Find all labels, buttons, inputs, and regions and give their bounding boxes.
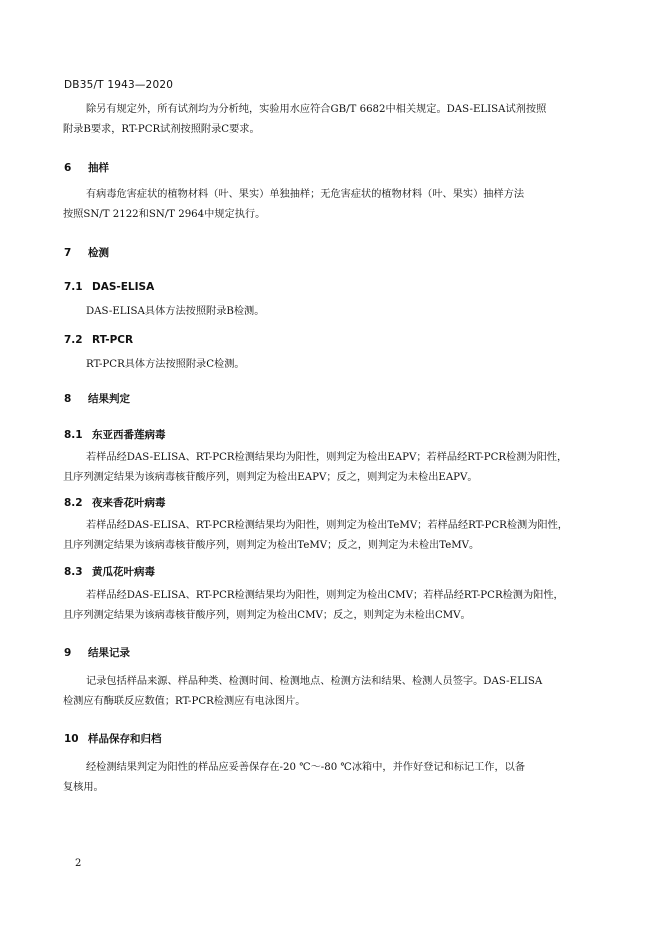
section-title: 东亚西番莲病毒 [92,429,166,441]
section-number: 9 [64,647,72,659]
temv-paragraph: 若样品经DAS-ELISA、RT-PCR检测结果均为阳性，则判定为检出TeMV；若样品经RT-PCR检测为阳性， 且序列测定结果为该病毒核苷酸序列，则判定为检出TeMV；反之，则判定为未检出TeMV。 [63,520,568,551]
section-number: 10 [64,733,79,745]
section-number: 7.2 [64,334,83,346]
section-number: 8.1 [64,429,83,441]
section-7-heading [64,245,109,260]
section-8-3-heading [64,564,155,579]
section-title: 结果判定 [88,393,130,405]
section-title: 样品保存和归档 [88,733,162,745]
storage-paragraph: 经检测结果判定为阳性的样品应妥善保存在-20 ℃～-80 ℃冰箱中，并作好登记和标记工作，以备 复核用。 [63,762,526,793]
section-8-2-heading [64,495,166,510]
section-10-heading [64,731,162,746]
section-8-heading [64,391,130,406]
eapv-paragraph: 若样品经DAS-ELISA、RT-PCR检测结果均为阳性，则判定为检出EAPV；若样品经RT-PCR检测为阳性， 且序列测定结果为该病毒核苷酸序列，则判定为检出EAPV；反之，则判定为未检出EAPV。 [63,452,568,483]
rtpcr-paragraph: RT-PCR具体方法按照附录C检测。 [86,359,245,370]
elisa-paragraph: DAS-ELISA具体方法按照附录B检测。 [86,306,265,317]
section-7-1-heading [64,281,154,293]
reagents-paragraph: 除另有规定外，所有试剂均为分析纯，实验用水应符合GB/T 6682中相关规定。DAS-ELISA试剂按照 附录B要求，RT-PCR试剂按照附录C要求。 [63,104,547,135]
section-title: 结果记录 [88,647,130,659]
record-paragraph: 记录包括样品来源、样品种类、检测时间、检测地点、检测方法和结果、检测人员签字。DAS-ELISA 检测应有酶联反应数值；RT-PCR检测应有电泳图片。 [63,676,543,707]
section-title: 检测 [88,247,109,259]
section-number: 8.3 [64,566,83,578]
section-title: 黄瓜花叶病毒 [92,566,155,578]
section-7-2-heading [64,334,133,346]
section-8-1-heading [64,427,166,442]
section-title: RT-PCR [92,334,134,346]
section-number: 8.2 [64,497,83,509]
section-title: 抽样 [88,162,109,174]
section-number: 7.1 [64,281,83,293]
section-number: 8 [64,393,72,405]
section-number: 7 [64,247,72,259]
section-title: DAS-ELISA [92,281,155,293]
section-9-heading [64,645,130,660]
section-6-heading [64,160,109,175]
section-number: 6 [64,162,72,174]
section-title: 夜来香花叶病毒 [92,497,166,509]
sampling-paragraph: 有病毒危害症状的植物材料（叶、果实）单独抽样；无危害症状的植物材料（叶、果实）抽样方法 按照SN/T 2122和SN/T 2964中规定执行。 [63,189,525,220]
cmv-paragraph: 若样品经DAS-ELISA、RT-PCR检测结果均为阳性，则判定为检出CMV；若样品经RT-PCR检测为阳性， 且序列测定结果为该病毒核苷酸序列，则判定为检出CMV；反之，则判定为未检出CMV。 [63,590,564,621]
standard-number-header: DB35/T 1943—2020 [64,79,174,91]
page-number: 2 [75,858,82,869]
